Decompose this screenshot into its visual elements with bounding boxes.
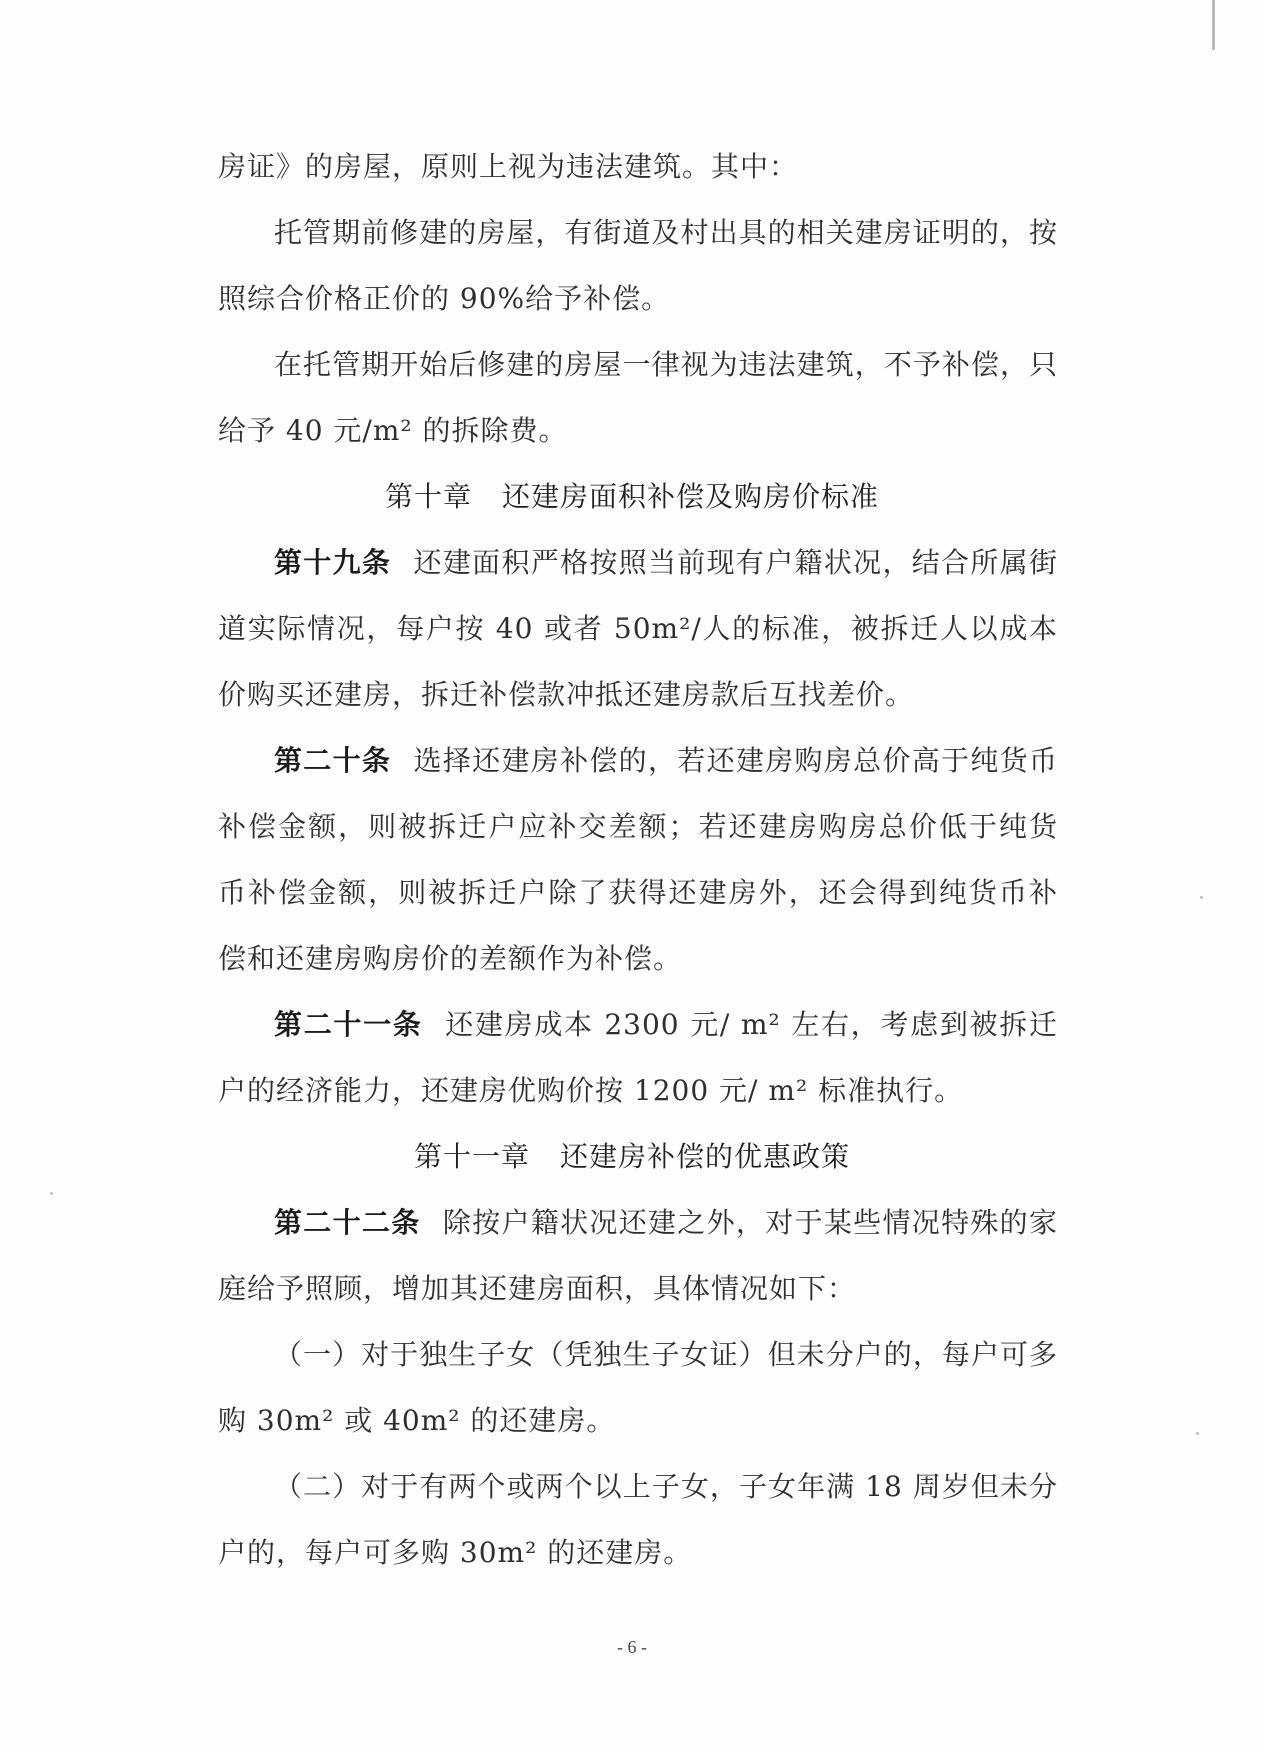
chapter-title: 还建房补偿的优惠政策 [560, 1140, 851, 1173]
list-item-2: （二）对于有两个或两个以上子女，子女年满 18 周岁但未分户的，每户可多购 30m² 的还建房。 [218, 1470, 1058, 1569]
article-20 [218, 728, 1058, 992]
list-item-1: （一）对于独生子女（凭独生子女证）但未分户的，每户可多购 30m² 或 40m² 的还建房。 [218, 1338, 1058, 1437]
paragraph-continuation: 房证》的房屋，原则上视为违法建筑。其中： [218, 150, 799, 183]
chapter-title: 还建房面积补偿及购房价标准 [502, 480, 880, 513]
chapter-10-heading [0, 464, 1264, 530]
scan-edge-mark [1212, 0, 1215, 50]
article-label: 第十九条 [274, 546, 392, 579]
article-label: 第二十一条 [274, 1008, 423, 1041]
chapter-11-heading [0, 1124, 1264, 1190]
scan-speck [1200, 896, 1203, 899]
article-22 [218, 1190, 1058, 1322]
article-19 [218, 530, 1058, 728]
scan-speck [1196, 1432, 1199, 1435]
chapter-number: 第十一章 [413, 1140, 530, 1173]
article-text: 还建房成本 2300 元/ m² 左右，考虑到被拆迁户的经济能力，还建房优购价按 1200 元/ m² 标准执行。 [218, 1008, 1058, 1107]
chapter-number: 第十章 [384, 480, 472, 513]
paragraph-post-custody: 在托管期开始后修建的房屋一律视为违法建筑，不予补偿，只给予 40 元/m² 的拆除费。 [218, 348, 1058, 447]
article-21 [218, 992, 1058, 1124]
paragraph-pre-custody: 托管期前修建的房屋，有街道及村出具的相关建房证明的，按照综合价格正价的 90%给予补偿。 [218, 216, 1058, 315]
article-label: 第二十二条 [274, 1206, 421, 1239]
article-text: 选择还建房补偿的，若还建房购房总价高于纯货币补偿金额，则被拆迁户应补交差额；若还建房购房总价低于纯货币补偿金额，则被拆迁户除了获得还建房外，还会得到纯货币补偿和还建房购房价的差额作为补偿。 [218, 744, 1058, 975]
article-text: 还建面积严格按照当前现有户籍状况，结合所属街道实际情况，每户按 40 或者 50m²/人的标准，被拆迁人以成本价购买还建房，拆迁补偿款冲抵还建房款后互找差价。 [218, 546, 1058, 711]
scan-speck [50, 1192, 53, 1195]
article-label: 第二十条 [274, 744, 392, 777]
article-text: 除按户籍状况还建之外，对于某些情况特殊的家庭给予照顾，增加其还建房面积，具体情况如下： [218, 1206, 1058, 1305]
page-number: - 6 - [617, 1637, 647, 1657]
